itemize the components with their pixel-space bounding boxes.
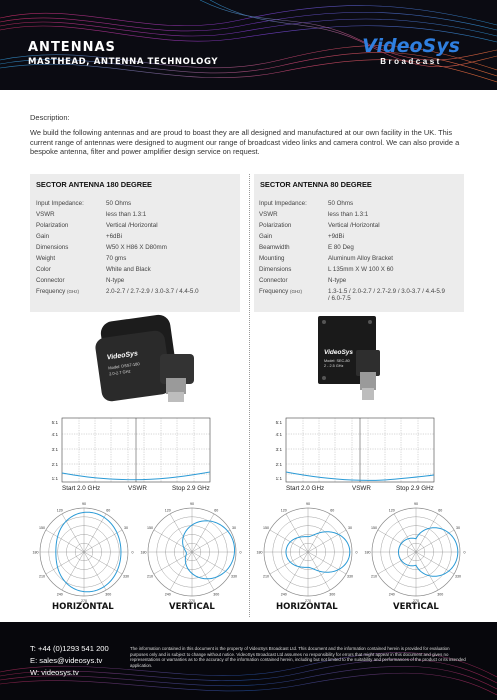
polar-angle-label: 210 — [262, 574, 269, 579]
spec-label: Beamwidth — [259, 244, 290, 251]
polar-angle-label: 90 — [414, 501, 418, 506]
polar-plot-horizontal-80 — [256, 500, 360, 604]
chart-start-label: Start 2.0 GHz — [62, 485, 101, 492]
spec-value: 50 Ohms — [328, 200, 354, 207]
polar-angle-label: 120 — [280, 508, 287, 513]
polar-angle-label: 60 — [106, 508, 111, 513]
polar-grid-spoke — [84, 552, 122, 574]
y-tick-label: 2:1 — [51, 462, 58, 467]
y-tick-label: 4:1 — [51, 432, 58, 437]
polar-angle-label: 240 — [388, 592, 395, 597]
polar-angle-label: 60 — [214, 508, 219, 513]
polar-angle-label: 120 — [56, 508, 63, 513]
polar-angle-label: 330 — [231, 574, 238, 579]
polar-angle-label: 120 — [388, 508, 395, 513]
polar-grid-spoke — [170, 514, 192, 552]
polar-grid-spoke — [46, 530, 84, 552]
spec-label: Dimensions — [36, 244, 69, 251]
polar-angle-label: 210 — [370, 574, 377, 579]
polar-angle-label: 180 — [140, 550, 147, 555]
polar-angle-label: 210 — [38, 574, 45, 579]
polar-grid-spoke — [416, 552, 438, 590]
polar-label-horizontal: HORIZONTAL — [276, 602, 338, 612]
spec-value: E 80 Deg — [328, 244, 354, 251]
page-subtitle: MASTHEAD, ANTENNA TECHNOLOGY — [28, 57, 219, 67]
polar-grid-spoke — [192, 514, 214, 552]
polar-angle-label: 300 — [329, 592, 336, 597]
product-title: SECTOR ANTENNA 80 DEGREE — [260, 180, 372, 189]
description-text: We build the following antennas and are proud to boast they are all designed and manufactured at our own facility in the UK. This current range of antennas were designed to augment our range of broadcast video links and camera control. We can also provide a bespoke antenna, filter and power amplifier design service on request. — [30, 128, 460, 157]
chart-center-label: VSWR — [352, 485, 371, 492]
antenna-80-photo — [312, 312, 402, 408]
spec-value: W50 X H86 X D80mm — [106, 244, 167, 251]
polar-grid-spoke — [394, 552, 416, 590]
spec-value: 1.3-1.5 / 2.0-2.7 / 2.7-2.9 / 3.0-3.7 / 4.4-5.9 / 6.0-7.5 — [328, 288, 445, 303]
spec-label-frequency — [259, 288, 302, 295]
chart-center-label: VSWR — [128, 485, 147, 492]
polar-angle-label: 150 — [370, 526, 377, 531]
spec-label: Connector — [259, 277, 288, 284]
y-tick-label: 1:1 — [275, 476, 282, 481]
polar-angle-label: 180 — [364, 550, 371, 555]
y-tick-label: 2:1 — [275, 462, 282, 467]
polar-angle-label: 90 — [190, 501, 194, 506]
polar-grid-spoke — [416, 514, 438, 552]
polar-plot-horizontal-180 — [32, 500, 136, 604]
polar-angle-label: 0 — [239, 550, 242, 555]
y-tick-label: 5:1 — [51, 420, 58, 425]
polar-angle-label: 300 — [437, 592, 444, 597]
photo-freq-text: 2.0-2.7 GHz — [108, 368, 131, 377]
spec-value: +9dBi — [328, 233, 344, 240]
spec-value: +6dBi — [106, 233, 122, 240]
footer-disclaimer: The information contained in this document is the property of VideoSys Broadcast Ltd. This document and the information contained herein is provided for evaluation purposes only and is subject to change without notice. VideoSys Broadcast Ltd assumes no responsibility for errors that might appear in this document and gives no representations or warranties as to the accuracy of the information contained herein, including but not limited to the suitability and performances of the product or its intended application. — [130, 646, 466, 668]
spec-value: less than 1.3:1 — [106, 211, 147, 218]
spec-label: Frequency — [36, 288, 66, 295]
photo-brand-text: VideoSys — [324, 349, 354, 356]
polar-pattern-trace — [183, 521, 238, 579]
polar-grid-spoke — [84, 552, 106, 590]
spec-label: VSWR — [36, 211, 55, 218]
spec-panel-80 — [254, 174, 464, 312]
polar-angle-label: 120 — [164, 508, 171, 513]
spec-value: N-type — [328, 277, 347, 284]
polar-angle-label: 270 — [189, 598, 195, 603]
spec-value: less than 1.3:1 — [328, 211, 369, 218]
polar-grid-spoke — [192, 552, 214, 590]
polar-grid-spoke — [62, 552, 84, 590]
polar-grid-spoke — [308, 552, 346, 574]
spec-value: 2.0-2.7 / 2.7-2.9 / 3.0-3.7 / 4.4-5.0 — [106, 288, 199, 295]
photo-freq-text: 2 - 2.5 GHz — [324, 364, 344, 368]
polar-angle-label: 270 — [81, 598, 87, 603]
spec-label: VSWR — [259, 211, 278, 218]
polar-angle-label: 60 — [330, 508, 335, 513]
polar-angle-label: 330 — [123, 574, 130, 579]
footer-email[interactable]: E: sales@videosys.tv — [30, 656, 103, 665]
polar-angle-label: 0 — [355, 550, 358, 555]
page-title: ANTENNAS — [28, 40, 116, 55]
polar-grid-spoke — [270, 530, 308, 552]
polar-angle-label: 270 — [305, 598, 311, 603]
spec-label: Input Impedance: — [36, 200, 84, 207]
chart-stop-label: Stop 2.9 GHz — [396, 485, 434, 492]
spec-label: Mounting — [259, 255, 285, 262]
polar-angle-label: 300 — [213, 592, 220, 597]
polar-angle-label: 210 — [146, 574, 153, 579]
photo-model-text: Model: SEC-80 — [324, 359, 350, 363]
polar-angle-label: 330 — [455, 574, 462, 579]
spec-label: Input Impedance: — [259, 200, 307, 207]
spec-label: Gain — [36, 233, 50, 240]
polar-angle-label: 30 — [348, 526, 353, 531]
spec-value: L 135mm X W 100 X 60 — [328, 266, 394, 273]
polar-angle-label: 300 — [105, 592, 112, 597]
polar-angle-label: 330 — [347, 574, 354, 579]
polar-angle-label: 90 — [306, 501, 310, 506]
spec-value: Vertical /Horizontal — [106, 222, 158, 229]
polar-grid-spoke — [378, 530, 416, 552]
photo-model-text: Model: DSS7-180 — [107, 361, 140, 371]
polar-grid-spoke — [62, 514, 84, 552]
polar-angle-label: 240 — [280, 592, 287, 597]
polar-grid-spoke — [192, 552, 230, 574]
spec-unit: (GHz) — [289, 289, 302, 294]
page-header — [0, 0, 497, 90]
y-tick-label: 3:1 — [51, 447, 58, 452]
y-tick-label: 4:1 — [275, 432, 282, 437]
spec-value: Vertical /Horizontal — [328, 222, 380, 229]
logo-main-text: VideoSys — [362, 35, 460, 57]
videosys-logo — [352, 36, 470, 66]
polar-angle-label: 30 — [232, 526, 237, 531]
spec-label: Color — [36, 266, 51, 273]
polar-grid-spoke — [308, 530, 346, 552]
polar-grid-spoke — [84, 514, 106, 552]
antenna-180-photo — [88, 314, 208, 406]
polar-grid-spoke — [416, 530, 454, 552]
y-tick-label: 3:1 — [275, 447, 282, 452]
polar-label-vertical: VERTICAL — [393, 602, 439, 612]
polar-grid-spoke — [270, 552, 308, 574]
polar-angle-label: 270 — [413, 598, 419, 603]
y-tick-label: 5:1 — [275, 420, 282, 425]
polar-grid-spoke — [154, 530, 192, 552]
polar-angle-label: 240 — [164, 592, 171, 597]
polar-plot-vertical-80 — [364, 500, 468, 604]
vswr-chart-180 — [38, 414, 214, 484]
logo-sub-text: Broadcast — [380, 57, 442, 66]
polar-label-horizontal: HORIZONTAL — [52, 602, 114, 612]
spec-label: Dimensions — [259, 266, 292, 273]
polar-grid-spoke — [286, 514, 308, 552]
polar-angle-label: 30 — [124, 526, 129, 531]
polar-grid-spoke — [170, 552, 192, 590]
polar-grid-spoke — [84, 530, 122, 552]
polar-angle-label: 0 — [463, 550, 466, 555]
polar-angle-label: 240 — [56, 592, 63, 597]
spec-label-frequency — [36, 288, 79, 295]
polar-angle-label: 90 — [82, 501, 86, 506]
spec-label: Weight — [36, 255, 56, 262]
polar-plot-vertical-180 — [140, 500, 244, 604]
polar-grid-spoke — [46, 552, 84, 574]
spec-label: Connector — [36, 277, 65, 284]
polar-angle-label: 150 — [38, 526, 45, 531]
footer-phone: T: +44 (0)1293 541 200 — [30, 644, 109, 653]
spec-value: White and Black — [106, 266, 151, 273]
polar-grid-spoke — [394, 514, 416, 552]
photo-brand-text: VideoSys — [106, 350, 139, 362]
vswr-chart-80 — [262, 414, 438, 484]
polar-angle-label: 60 — [438, 508, 443, 513]
polar-angle-label: 30 — [456, 526, 461, 531]
polar-label-vertical: VERTICAL — [169, 602, 215, 612]
spec-label: Polarization — [259, 222, 292, 229]
spec-panel-180 — [30, 174, 240, 312]
polar-grid-spoke — [378, 552, 416, 574]
polar-angle-label: 0 — [131, 550, 134, 555]
polar-grid-spoke — [416, 552, 454, 574]
description-label: Description: — [30, 113, 70, 122]
chart-stop-label: Stop 2.9 GHz — [172, 485, 210, 492]
spec-label: Frequency — [259, 288, 289, 295]
product-title: SECTOR ANTENNA 180 DEGREE — [36, 180, 152, 189]
polar-angle-label: 150 — [262, 526, 269, 531]
spec-value: N-type — [106, 277, 125, 284]
spec-value: 70 gms — [106, 255, 127, 262]
spec-value: 50 Ohms — [106, 200, 132, 207]
y-tick-label: 1:1 — [51, 476, 58, 481]
spec-unit: (GHz) — [66, 289, 79, 294]
spec-value: Aluminum Alloy Bracket — [328, 255, 393, 262]
polar-grid-spoke — [286, 552, 308, 590]
polar-grid-spoke — [192, 530, 230, 552]
polar-angle-label: 150 — [146, 526, 153, 531]
chart-start-label: Start 2.0 GHz — [286, 485, 325, 492]
column-divider — [249, 174, 250, 617]
polar-angle-label: 180 — [256, 550, 263, 555]
footer-website[interactable]: W: videosys.tv — [30, 668, 79, 677]
spec-label: Gain — [259, 233, 273, 240]
polar-angle-label: 180 — [32, 550, 39, 555]
spec-label: Polarization — [36, 222, 69, 229]
